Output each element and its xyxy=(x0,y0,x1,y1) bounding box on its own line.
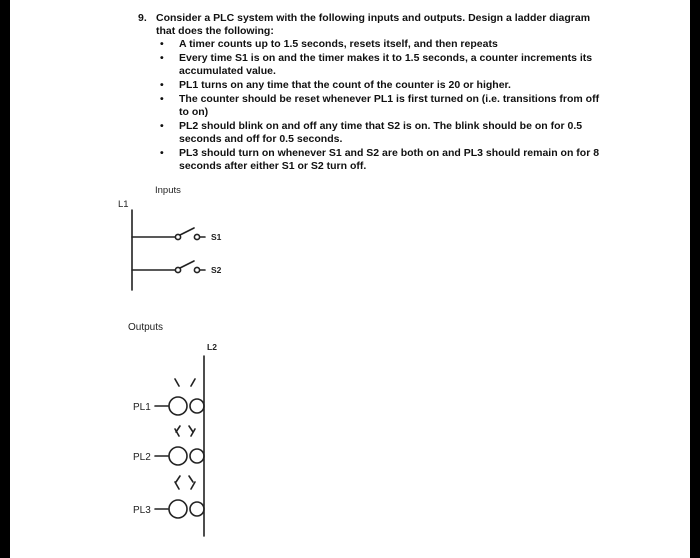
pl3-label: PL3 xyxy=(133,505,151,516)
wiring-diagram xyxy=(10,0,690,558)
pl2-ray xyxy=(176,476,180,482)
pl1-ray xyxy=(175,379,179,386)
bullet-icon: • xyxy=(160,79,164,91)
pl3-ray xyxy=(191,482,195,489)
l1-label: L1 xyxy=(118,199,129,210)
s1-label: S1 xyxy=(211,232,222,242)
pl3-lamp-icon xyxy=(169,500,187,518)
pl3-ray xyxy=(175,482,179,489)
pl1-ray xyxy=(191,379,195,386)
pl1-label: PL1 xyxy=(133,402,151,413)
s1-contact-right xyxy=(194,234,199,239)
pl2-label: PL2 xyxy=(133,452,151,463)
outputs-title: Outputs xyxy=(128,322,164,333)
list-item: • PL2 should blink on and off any time that S2 is on. The blink should be on for 0.5 seconds and off for 0.5 seconds. xyxy=(156,120,608,146)
list-item: • PL1 turns on any time that the count of the counter is 20 or higher. xyxy=(156,79,608,92)
pl2-lamp-icon xyxy=(190,449,204,463)
s2-switch-blade xyxy=(180,261,194,268)
list-item: • A timer counts up to 1.5 seconds, resets itself, and then repeats xyxy=(156,38,608,51)
pl1-ray xyxy=(189,426,193,432)
document-page xyxy=(10,0,690,558)
list-item: • PL3 should turn on whenever S1 and S2 are both on and PL3 should remain on for 8 seconds after either S1 or S2 turn off. xyxy=(156,147,608,173)
pl2-lamp-icon xyxy=(169,447,187,465)
bullet-icon: • xyxy=(160,52,164,64)
question-intro: Consider a PLC system with the following inputs and outputs. Design a ladder diagram that does the following: xyxy=(156,12,591,37)
pl3-lamp-icon xyxy=(190,502,204,516)
pl2-ray xyxy=(189,476,193,482)
s1-switch-blade xyxy=(180,228,194,235)
bullet-icon: • xyxy=(160,147,164,159)
list-item: • The counter should be reset whenever PL1 is first turned on (i.e. transitions from off to on) xyxy=(156,93,608,119)
l2-label: L2 xyxy=(207,342,217,352)
pl1-lamp-icon xyxy=(169,397,187,415)
inputs-title: Inputs xyxy=(155,185,181,196)
pl1-lamp-icon xyxy=(190,399,204,413)
bullet-icon: • xyxy=(160,38,164,50)
s2-label: S2 xyxy=(211,265,222,275)
bullet-icon: • xyxy=(160,93,164,105)
s2-contact-right xyxy=(194,267,199,272)
bullet-icon: • xyxy=(160,120,164,132)
question-number: 9. xyxy=(138,12,147,24)
list-item: • Every time S1 is on and the timer makes it to 1.5 seconds, a counter increments its accumulated value. xyxy=(156,52,608,78)
